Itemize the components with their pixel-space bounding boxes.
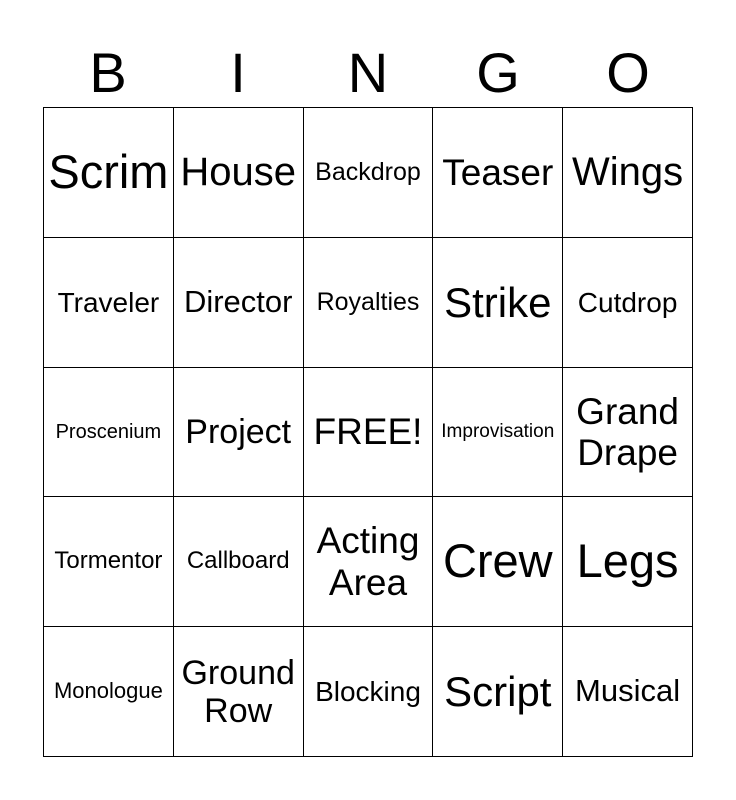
bingo-cell[interactable] — [563, 497, 693, 627]
bingo-cell[interactable] — [563, 108, 693, 238]
cell-label: Wings — [572, 150, 684, 194]
bingo-cell[interactable] — [44, 497, 174, 627]
bingo-cell[interactable] — [174, 368, 304, 498]
cell-label: Monologue — [53, 678, 163, 704]
free-space-cell[interactable] — [304, 368, 434, 498]
cell-label: Royalties — [316, 288, 420, 317]
cell-label: Teaser — [442, 151, 554, 193]
cell-label: House — [180, 150, 296, 194]
header-letter-i: I — [230, 41, 246, 104]
cell-label: Traveler — [57, 286, 160, 318]
bingo-cell[interactable] — [44, 108, 174, 238]
bingo-cell[interactable] — [44, 368, 174, 498]
cell-label: Cutdrop — [577, 286, 678, 318]
bingo-cell[interactable] — [433, 497, 563, 627]
bingo-cell[interactable] — [433, 368, 563, 498]
cell-label-line1: Ground — [181, 653, 295, 692]
cell-label-line2: Row — [204, 691, 273, 730]
bingo-cell[interactable] — [304, 627, 434, 757]
bingo-cell[interactable] — [433, 108, 563, 238]
cell-label: Musical — [575, 673, 681, 709]
bingo-cell[interactable] — [304, 238, 434, 368]
cell-label: Blocking — [315, 675, 421, 707]
cell-label: Script — [444, 668, 552, 716]
cell-label-line2: Drape — [577, 431, 678, 473]
cell-label: Proscenium — [55, 420, 162, 443]
bingo-cell[interactable] — [174, 238, 304, 368]
cell-label: Project — [185, 412, 292, 451]
cell-label: Crew — [442, 534, 553, 588]
bingo-cell[interactable] — [174, 627, 304, 757]
bingo-cell[interactable] — [44, 627, 174, 757]
bingo-cell[interactable] — [563, 627, 693, 757]
header-letter-o: O — [606, 41, 650, 104]
cell-label: Director — [183, 283, 293, 319]
cell-label: Strike — [444, 278, 552, 326]
bingo-cell[interactable] — [433, 627, 563, 757]
bingo-cell[interactable] — [563, 238, 693, 368]
bingo-cell[interactable] — [174, 497, 304, 627]
bingo-card — [43, 107, 693, 757]
header-letter-n: N — [347, 41, 389, 104]
cell-label-line1: Acting — [316, 520, 420, 562]
bingo-cell[interactable] — [433, 238, 563, 368]
bingo-cell[interactable] — [174, 108, 304, 238]
cell-label: Backdrop — [315, 158, 421, 187]
cell-label: Scrim — [48, 145, 169, 199]
free-space-label: FREE! — [313, 411, 423, 453]
cell-label: Tormentor — [54, 547, 163, 575]
cell-label: Legs — [576, 534, 679, 588]
cell-label-line2: Area — [328, 561, 408, 603]
bingo-cell[interactable] — [304, 108, 434, 238]
cell-label: Callboard — [186, 547, 290, 575]
header-letter-g: G — [476, 41, 520, 104]
bingo-header — [43, 42, 693, 104]
bingo-cell[interactable] — [563, 368, 693, 498]
cell-label: Improvisation — [441, 421, 555, 443]
header-letter-b: B — [89, 41, 127, 104]
bingo-cell[interactable] — [304, 497, 434, 627]
bingo-cell[interactable] — [44, 238, 174, 368]
cell-label-line1: Grand — [576, 390, 680, 432]
